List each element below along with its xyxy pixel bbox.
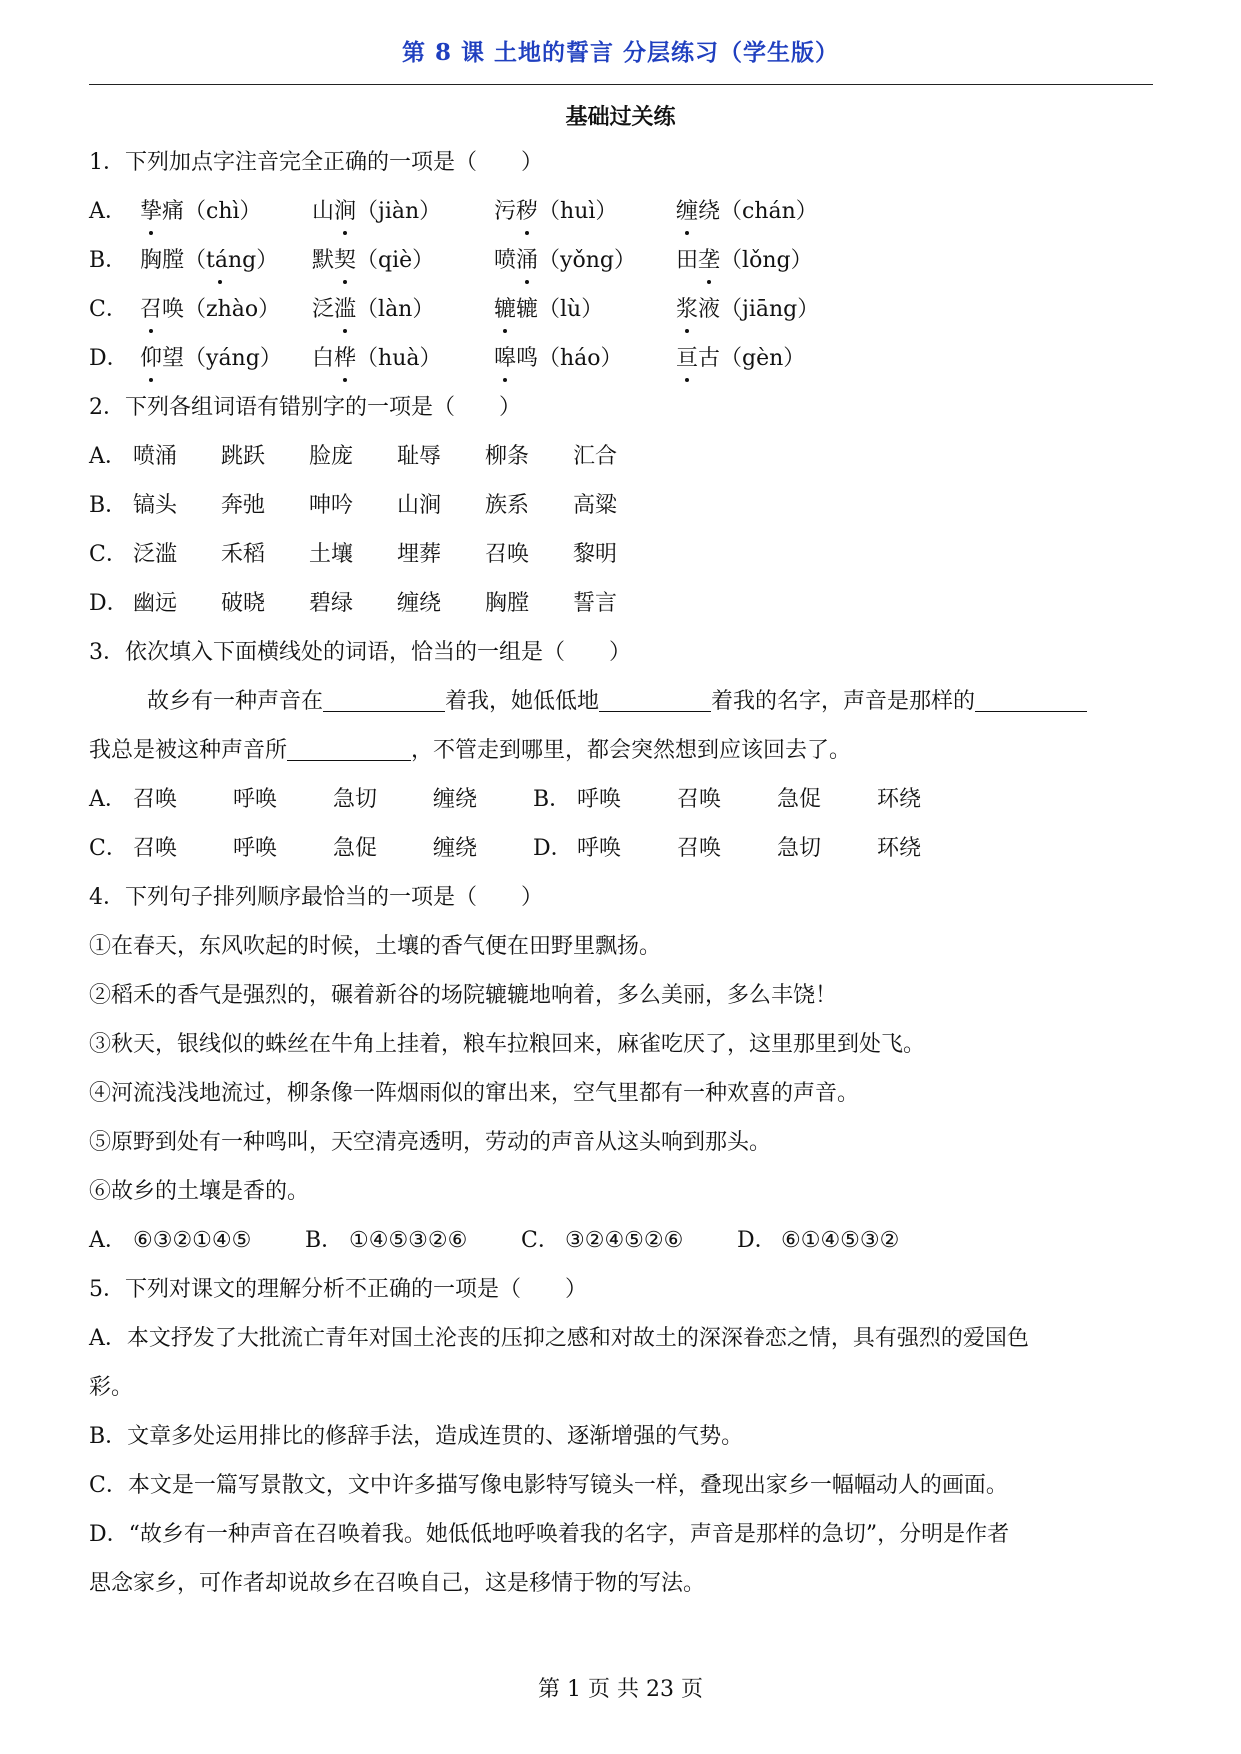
option-letter: C． bbox=[89, 836, 128, 861]
option-letter: B． bbox=[89, 493, 128, 518]
option-item: 默契（qiè） bbox=[312, 236, 487, 285]
question-1-option-d bbox=[89, 334, 1155, 383]
header-divider bbox=[89, 84, 1153, 85]
option-word: 缠绕 bbox=[433, 836, 478, 861]
option-word: 呼唤 bbox=[577, 836, 622, 861]
question-1-option-a bbox=[89, 187, 1155, 236]
question-3-passage-line-2: 我总是被这种声音所 ，不管走到哪里，都会突然想到应该回去了。 bbox=[89, 726, 1155, 775]
option-word: 汇合 bbox=[573, 444, 618, 469]
option-letter: C． bbox=[89, 542, 128, 567]
option-word: 缠绕 bbox=[433, 787, 478, 812]
option-letter: A． bbox=[89, 1228, 127, 1253]
option-word: 泛滥 bbox=[133, 542, 178, 567]
option-item: 嗥鸣（háo） bbox=[494, 334, 669, 383]
question-3-stem: 3．依次填入下面横线处的词语，恰当的一组是（ ） bbox=[89, 640, 631, 665]
option-word: 柳条 bbox=[485, 444, 530, 469]
question-3-passage-line-1: 故乡有一种声音在 着我，她低低地 着我的名字，声音是那样的 bbox=[89, 677, 1155, 726]
option-word: 奔弛 bbox=[221, 493, 266, 518]
option-word: 山涧 bbox=[397, 493, 442, 518]
question-2-option-d bbox=[89, 579, 1155, 628]
option-item: 辘辘（lù） bbox=[494, 285, 669, 334]
page-footer: 第 1 页 共 23 页 bbox=[538, 1677, 703, 1702]
option-text: ①④⑤③②⑥ bbox=[349, 1228, 468, 1253]
question-2-option-c bbox=[89, 530, 1155, 579]
option-item: 泛滥（làn） bbox=[312, 285, 487, 334]
question-2-option-a bbox=[89, 432, 1155, 481]
section-title: 基础过关练 bbox=[565, 104, 676, 130]
option-word: 黎明 bbox=[573, 542, 618, 567]
option-letter: B． bbox=[533, 787, 572, 812]
option-word: 族系 bbox=[485, 493, 530, 518]
question-4-sentence: ④河流浅浅地流过，柳条像一阵烟雨似的窜出来，空气里都有一种欢喜的声音。 bbox=[89, 1081, 860, 1106]
question-5-option-a-cont: 彩。 bbox=[89, 1375, 134, 1400]
option-word: 幽远 bbox=[133, 591, 178, 616]
option-word: 胸膛 bbox=[485, 591, 530, 616]
option-letter: D． bbox=[89, 346, 129, 371]
option-item: 缠绕（chán） bbox=[676, 187, 851, 236]
option-item: 污秽（huì） bbox=[494, 187, 669, 236]
question-4-sentence: ③秋天，银线似的蛛丝在牛角上挂着，粮车拉粮回来，麻雀吃厌了，这里那里到处飞。 bbox=[89, 1032, 926, 1057]
option-word: 喷涌 bbox=[133, 444, 178, 469]
fill-blank-1[interactable] bbox=[323, 681, 445, 712]
question-1-stem: 1．下列加点字注音完全正确的一项是（ ） bbox=[89, 150, 543, 175]
option-word: 埋葬 bbox=[397, 542, 442, 567]
question-4-sentence: ⑤原野到处有一种鸣叫，天空清亮透明，劳动的声音从这头响到那头。 bbox=[89, 1130, 772, 1155]
option-word: 碧绿 bbox=[309, 591, 354, 616]
fill-blank-4[interactable] bbox=[287, 730, 411, 761]
option-letter: A． bbox=[89, 787, 127, 812]
question-3-options-cd bbox=[89, 824, 1155, 873]
option-word: 急切 bbox=[333, 787, 378, 812]
option-word: 镐头 bbox=[133, 493, 178, 518]
option-letter: C． bbox=[89, 297, 128, 322]
question-5-option-d-cont: 思念家乡，可作者却说故乡在召唤自己，这是移情于物的写法。 bbox=[89, 1571, 706, 1596]
option-item: 喷涌（yǒng） bbox=[494, 236, 669, 285]
option-word: 破晓 bbox=[221, 591, 266, 616]
option-word: 召唤 bbox=[133, 787, 178, 812]
question-4-sentence: ②稻禾的香气是强烈的，碾着新谷的场院辘辘地响着，多么美丽，多么丰饶！ bbox=[89, 983, 838, 1008]
option-letter: B． bbox=[305, 1228, 344, 1253]
option-word: 土壤 bbox=[309, 542, 354, 567]
option-word: 召唤 bbox=[677, 787, 722, 812]
exercise-content bbox=[89, 138, 1155, 1608]
option-word: 高粱 bbox=[573, 493, 618, 518]
question-4-sentence: ①在春天，东风吹起的时候，土壤的香气便在田野里飘扬。 bbox=[89, 934, 662, 959]
option-letter: D． bbox=[737, 1228, 777, 1253]
option-letter: B． bbox=[89, 248, 128, 273]
question-2-option-b bbox=[89, 481, 1155, 530]
option-item: 白桦（huà） bbox=[312, 334, 487, 383]
option-text: ③②④⑤②⑥ bbox=[565, 1228, 684, 1253]
option-item: 浆液（jiāng） bbox=[676, 285, 851, 334]
question-5-option-d: D．“故乡有一种声音在召唤着我。她低低地呼唤着我的名字，声音是那样的急切”，分明是作者 bbox=[89, 1522, 1010, 1547]
question-5-option-a: A．本文抒发了大批流亡青年对国土沦丧的压抑之感和对故土的深深眷恋之情，具有强烈的爱国色 bbox=[89, 1326, 1029, 1351]
option-letter: D． bbox=[533, 836, 573, 861]
option-word: 召唤 bbox=[485, 542, 530, 567]
option-word: 召唤 bbox=[133, 836, 178, 861]
question-5-option-b: B．文章多处运用排比的修辞手法，造成连贯的、逐渐增强的气势。 bbox=[89, 1424, 744, 1449]
question-1-option-c bbox=[89, 285, 1155, 334]
option-word: 誓言 bbox=[573, 591, 618, 616]
option-word: 呼唤 bbox=[233, 787, 278, 812]
option-word: 禾稻 bbox=[221, 542, 266, 567]
option-letter: A． bbox=[89, 444, 127, 469]
option-word: 环绕 bbox=[877, 836, 922, 861]
question-4-stem: 4．下列句子排列顺序最恰当的一项是（ ） bbox=[89, 885, 543, 910]
option-word: 召唤 bbox=[677, 836, 722, 861]
option-item: 胸膛（táng） bbox=[140, 236, 305, 285]
fill-blank-3[interactable] bbox=[975, 681, 1087, 712]
option-word: 缠绕 bbox=[397, 591, 442, 616]
option-item: 召唤（zhào） bbox=[140, 285, 305, 334]
option-item: 仰望（yáng） bbox=[140, 334, 305, 383]
question-2-stem: 2．下列各组词语有错别字的一项是（ ） bbox=[89, 395, 521, 420]
question-3-options-ab bbox=[89, 775, 1155, 824]
option-word: 环绕 bbox=[877, 787, 922, 812]
option-word: 跳跃 bbox=[221, 444, 266, 469]
option-letter: C． bbox=[521, 1228, 560, 1253]
option-word: 耻辱 bbox=[397, 444, 442, 469]
option-item: 亘古（gèn） bbox=[676, 334, 851, 383]
question-5-option-c: C．本文是一篇写景散文，文中许多描写像电影特写镜头一样，叠现出家乡一幅幅动人的画面。 bbox=[89, 1473, 1008, 1498]
option-text: ⑥①④⑤③② bbox=[781, 1228, 900, 1253]
option-word: 呼唤 bbox=[577, 787, 622, 812]
option-item: 挚痛（chì） bbox=[140, 187, 305, 236]
question-1-option-b bbox=[89, 236, 1155, 285]
option-word: 呻吟 bbox=[309, 493, 354, 518]
option-word: 脸庞 bbox=[309, 444, 354, 469]
option-word: 呼唤 bbox=[233, 836, 278, 861]
question-5-stem: 5．下列对课文的理解分析不正确的一项是（ ） bbox=[89, 1277, 587, 1302]
option-item: 山涧（jiàn） bbox=[312, 187, 487, 236]
question-4-options bbox=[89, 1216, 1155, 1265]
option-letter: D． bbox=[89, 591, 129, 616]
option-letter: A． bbox=[89, 199, 127, 224]
option-word: 急促 bbox=[333, 836, 378, 861]
question-4-sentence: ⑥故乡的土壤是香的。 bbox=[89, 1179, 310, 1204]
option-item: 田垄（lǒng） bbox=[676, 236, 851, 285]
option-text: ⑥③②①④⑤ bbox=[133, 1228, 252, 1253]
fill-blank-2[interactable] bbox=[599, 681, 711, 712]
page-header-title: 第 8 课 土地的誓言 分层练习（学生版） bbox=[401, 39, 840, 66]
option-word: 急促 bbox=[777, 787, 822, 812]
option-word: 急切 bbox=[777, 836, 822, 861]
